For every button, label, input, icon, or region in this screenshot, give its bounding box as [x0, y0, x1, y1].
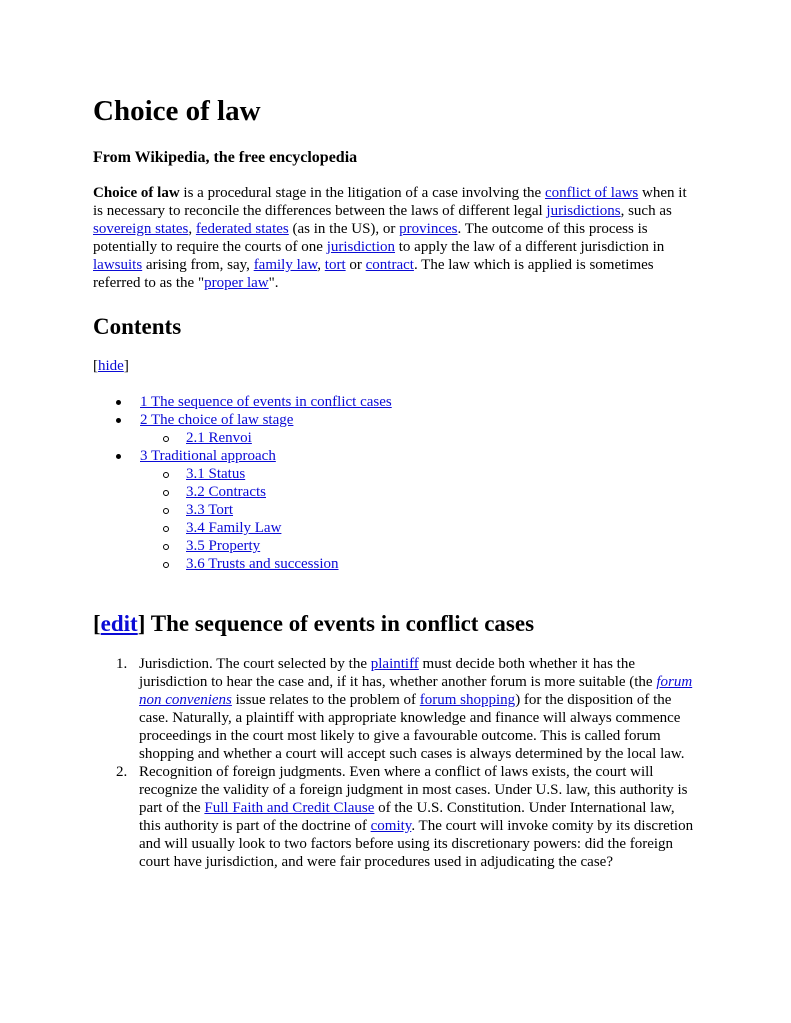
events-list — [93, 655, 697, 871]
link-sovereign-states[interactable]: sovereign states — [93, 221, 189, 237]
intro-text: , — [188, 221, 196, 237]
link-conflict-of-laws[interactable]: conflict of laws — [544, 185, 639, 201]
toc-item — [93, 393, 613, 411]
link-provinces[interactable]: provinces — [399, 221, 458, 237]
section-heading-text: The sequence of events in conflict cases — [145, 611, 535, 636]
toc-subitem — [93, 429, 613, 447]
contents-heading: Contents — [93, 314, 182, 339]
page-subtitle: From Wikipedia, the free encyclopedia — [93, 149, 358, 166]
toc-subitem — [93, 555, 613, 573]
edit-link[interactable]: edit — [100, 611, 138, 636]
intro-text: to apply the law of a different jurisdiction in — [395, 239, 665, 255]
bullet-disc-icon — [116, 418, 121, 423]
bullet-circle-icon — [163, 490, 169, 496]
intro-text: ". — [268, 275, 279, 291]
intro-text: , — [317, 257, 325, 273]
list-item-text: issue relates to the problem of — [231, 692, 420, 708]
link-federated-states[interactable]: federated states — [195, 221, 289, 237]
toc-link[interactable]: 1 The sequence of events in conflict cases — [140, 394, 392, 410]
toc-link[interactable]: 3.4 Family Law — [186, 520, 282, 536]
link-plaintiff[interactable]: plaintiff — [370, 656, 419, 672]
page-title: Choice of law — [93, 95, 261, 127]
link-jurisdictions[interactable]: jurisdictions — [546, 203, 621, 219]
list-item-text: Jurisdiction. The court selected by the — [139, 656, 371, 672]
intro-text: . The law which is applied is sometimes referred to as the " — [93, 257, 654, 291]
list-item-number: 1. — [116, 656, 128, 672]
toc-link[interactable]: 2 The choice of law stage — [140, 412, 294, 428]
link-forum-shopping[interactable]: forum shopping — [419, 692, 516, 708]
list-item-text: Recognition of foreign judgments. Even where a conflict of laws exists, the court will recognize the validity of a foreign judgment in most cases. Under U.S. law, this authority is part of the — [139, 764, 688, 816]
intro-text: when it is necessary to reconcile the differences between the laws of different legal — [93, 185, 687, 219]
toc-link[interactable]: 3.1 Status — [186, 466, 246, 482]
link-family-law[interactable]: family law — [253, 257, 318, 273]
toc-subitem — [93, 465, 613, 483]
table-of-contents — [93, 393, 613, 573]
bracket-open: [ — [93, 358, 98, 374]
bullet-circle-icon — [163, 508, 169, 514]
bullet-circle-icon — [163, 472, 169, 478]
link-forum-non-conveniens[interactable]: forum non conveniens — [139, 674, 693, 708]
list-item — [93, 763, 697, 871]
toc-subitem — [93, 537, 613, 555]
bullet-disc-icon — [116, 454, 121, 459]
contents-hide-toggle — [93, 357, 129, 375]
link-jurisdiction[interactable]: jurisdiction — [326, 239, 396, 255]
intro-text: (as in the US), or — [288, 221, 400, 237]
bracket-close: ] — [137, 611, 146, 636]
intro-text: is a procedural stage in the litigation of a case involving the — [179, 185, 545, 201]
link-proper-law[interactable]: proper law — [204, 275, 269, 291]
toc-link[interactable]: 3.5 Property — [186, 538, 261, 554]
toc-link[interactable]: 3.3 Tort — [186, 502, 234, 518]
bullet-circle-icon — [163, 436, 169, 442]
intro-bold-term: Choice of law — [93, 185, 180, 201]
list-item-text: of the U.S. Constitution. Under International law, this authority is part of the doctrine of — [139, 800, 675, 834]
toc-link[interactable]: 2.1 Renvoi — [186, 430, 252, 446]
link-lawsuits[interactable]: lawsuits — [93, 257, 143, 273]
intro-paragraph — [93, 184, 697, 292]
link-comity[interactable]: comity — [370, 818, 412, 834]
intro-text: or — [345, 257, 366, 273]
intro-text: , such as — [620, 203, 672, 219]
toc-link[interactable]: 3.2 Contracts — [186, 484, 266, 500]
bracket-close: ] — [123, 358, 129, 374]
toc-link[interactable]: 3 Traditional approach — [140, 448, 276, 464]
toc-item — [93, 447, 613, 465]
toc-subitem — [93, 501, 613, 519]
intro-text: . The outcome of this process is potentially to require the courts of one — [93, 221, 648, 255]
hide-link[interactable]: hide — [98, 358, 124, 374]
list-item — [93, 655, 697, 763]
bullet-circle-icon — [163, 562, 169, 568]
toc-item — [93, 411, 613, 429]
list-item-text: . The court will invoke comity by its discretion and will usually look to two factors before using its discretionary powers: did the foreign court have jurisdiction, and were fair procedures used in adjudicating the case? — [139, 818, 694, 870]
link-contract[interactable]: contract — [365, 257, 414, 273]
toc-subitem — [93, 519, 613, 537]
bullet-circle-icon — [163, 544, 169, 550]
link-tort[interactable]: tort — [324, 257, 346, 273]
list-item-number: 2. — [116, 764, 128, 780]
bullet-circle-icon — [163, 526, 169, 532]
toc-subitem — [93, 483, 613, 501]
list-item-text: ) for the disposition of the case. Naturally, a plaintiff with appropriate knowledge and finance will always commence proceedings in the court most likely to give a favourable outcome. This is called forum shopping and whether a court will accept such cases is always determined by the local law. — [139, 692, 685, 762]
section-heading — [93, 610, 534, 638]
toc-link[interactable]: 3.6 Trusts and succession — [186, 556, 339, 572]
intro-text: arising from, say, — [142, 257, 254, 273]
bracket-open: [ — [93, 611, 101, 636]
list-item-text: must decide both whether it has the jurisdiction to hear the case and, if it has, whether another forum is more suitable (the — [139, 656, 657, 690]
link-full-faith-and-credit-clause[interactable]: Full Faith and Credit Clause — [204, 800, 375, 816]
bullet-disc-icon — [116, 400, 121, 405]
